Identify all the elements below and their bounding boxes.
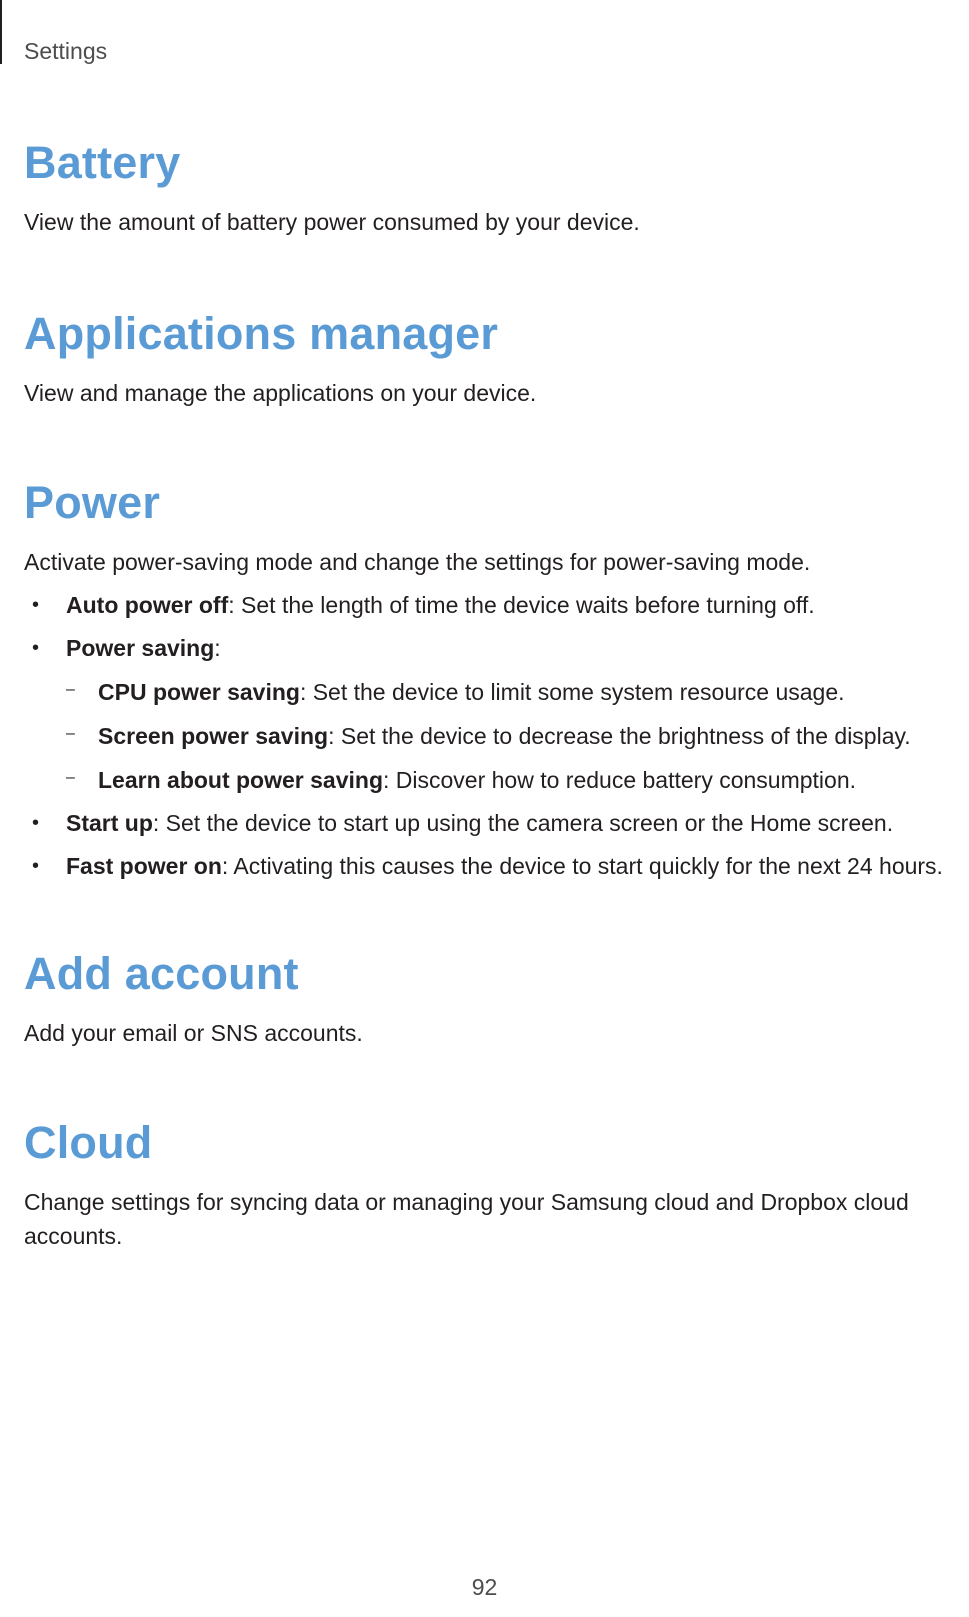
sublist-item-cpu-power-saving [66, 675, 949, 709]
section-power [24, 477, 949, 883]
dash-icon: – [66, 769, 75, 786]
section-title-add-account: Add account [24, 948, 299, 999]
section-title-power: Power [24, 477, 161, 528]
section-title-applications-manager: Applications manager [24, 308, 499, 359]
term-screen-power-saving: Screen power saving [98, 723, 329, 749]
power-saving-sublist [66, 675, 949, 797]
section-description-cloud: Change settings for syncing data or managing your Samsung cloud and Dropbox cloud accounts. [24, 1189, 909, 1249]
section-cloud [24, 1117, 949, 1253]
term-fast-power-on: Fast power on [66, 853, 222, 879]
bullet-icon: • [32, 855, 40, 877]
power-options-list [24, 588, 949, 883]
definition-auto-power-off: : Set the length of time the device waits before turning off. [228, 592, 815, 618]
sublist-item-screen-power-saving [66, 719, 949, 753]
section-add-account [24, 948, 949, 1050]
definition-screen-power-saving: : Set the device to decrease the brightness of the display. [328, 723, 911, 749]
term-start-up: Start up [66, 810, 153, 836]
term-auto-power-off: Auto power off [66, 592, 229, 618]
margin-rule [0, 0, 2, 64]
list-item-auto-power-off [24, 588, 949, 622]
section-title-cloud: Cloud [24, 1117, 153, 1168]
running-header: Settings [24, 38, 108, 64]
definition-start-up: : Set the device to start up using the camera screen or the Home screen. [152, 810, 894, 836]
section-applications-manager [24, 308, 949, 410]
definition-power-saving: : [214, 635, 221, 661]
term-cpu-power-saving: CPU power saving [98, 679, 300, 705]
definition-cpu-power-saving: : Set the device to limit some system resource usage. [299, 679, 845, 705]
term-learn-about-power-saving: Learn about power saving [98, 767, 383, 793]
definition-learn-about-power-saving: : Discover how to reduce battery consumption. [383, 767, 857, 793]
section-title-battery: Battery [24, 137, 181, 188]
sublist-item-learn-about-power-saving [66, 763, 949, 797]
bullet-icon: • [32, 637, 40, 659]
section-description-battery: View the amount of battery power consumed by your device. [24, 209, 640, 235]
bullet-icon: • [32, 812, 40, 834]
section-description-add-account: Add your email or SNS accounts. [24, 1020, 363, 1046]
definition-fast-power-on: : Activating this causes the device to start quickly for the next 24 hours. [221, 853, 943, 879]
section-description-applications-manager: View and manage the applications on your device. [24, 380, 537, 406]
section-description-power: Activate power-saving mode and change the settings for power-saving mode. [24, 549, 811, 575]
page-number: 92 [471, 1574, 498, 1600]
list-item-power-saving [24, 631, 949, 797]
term-power-saving: Power saving [66, 635, 215, 661]
dash-icon: – [66, 725, 75, 742]
section-battery [24, 137, 949, 239]
dash-icon: – [66, 681, 75, 698]
list-item-fast-power-on [24, 849, 949, 883]
list-item-start-up [24, 806, 949, 840]
bullet-icon: • [32, 594, 40, 616]
